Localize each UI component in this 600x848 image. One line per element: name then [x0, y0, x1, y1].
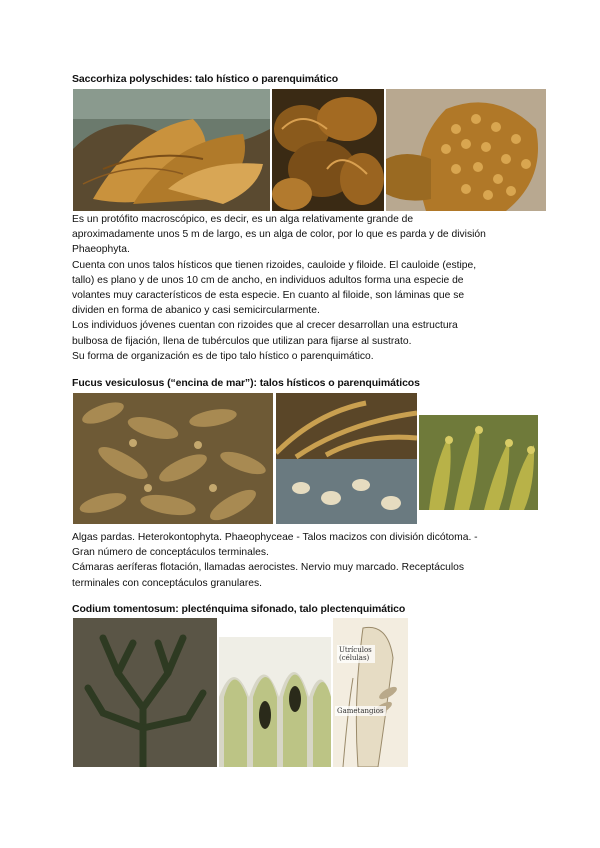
text-line: volantes muy característicos de esta especie. En cuanto al filoide, son láminas que se [72, 290, 465, 302]
section-title-codium: Codium tomentosum: plecténquima sifonado, talo plectenquimático [72, 603, 406, 615]
text-line: tallo) es plano y de unos 10 cm de ancho, en individuos adultos forma una especie de [72, 274, 464, 286]
text-line: Su forma de organización es de tipo talo hístico o parenquimático. [72, 350, 374, 362]
text-line: Cámaras aeríferas flotación, llamadas aerocistes. Nervio muy marcado. Receptáculos [72, 562, 465, 574]
section-title-saccorhiza: Saccorhiza polyschides: talo hístico o parenquimático [72, 73, 339, 85]
text-line: Cuenta con unos talos hísticos que tienen rizoides, cauloide y filoide. El cauloide (estipe, [72, 259, 477, 271]
fucus-description [72, 530, 522, 591]
text-line: terminales con conceptáculos granulares. [72, 577, 263, 589]
text-line: Es un protófito macroscópico, es decir, es un alga relativamente grande de [72, 214, 414, 225]
section-title-fucus: Fucus vesiculosus (“encina de mar”): talos hísticos o parenquimáticos [72, 377, 420, 389]
utriculos-label: Utrículos (células) [337, 645, 375, 663]
codium-photo-1 [73, 618, 217, 767]
gametangios-label: Gametangios [337, 707, 384, 715]
fucus-photo-2 [276, 393, 417, 524]
saccorhiza-photo-1 [73, 89, 270, 211]
text-line: Phaeophyta. [72, 244, 130, 256]
text-line: Gran número de conceptáculos terminales. [72, 547, 269, 559]
codium-diagram [333, 618, 408, 767]
codium-micrograph [219, 637, 331, 767]
text-line: bulbosa de fijación, llena de tubérculos que utilizan para fijarse al sustrato. [72, 335, 412, 347]
saccorhiza-photo-3 [386, 89, 546, 211]
text-line: Algas pardas. Heterokontophyta. Phaeophyceae - Talos macizos con división dicótoma. - [72, 532, 478, 543]
fucus-photo-1 [73, 393, 273, 524]
text-line: Los individuos jóvenes cuentan con rizoides que al crecer desarrollan una estructura [72, 320, 458, 332]
saccorhiza-description [72, 212, 522, 364]
fucus-photo-3 [419, 415, 538, 510]
saccorhiza-photo-2 [272, 89, 384, 211]
text-line: dividen en forma de abanico y casi semicircularmente. [72, 305, 320, 317]
text-line: aproximadamente unos 5 m de largo, es un alga de color, por lo que es parda y de división [72, 229, 486, 241]
